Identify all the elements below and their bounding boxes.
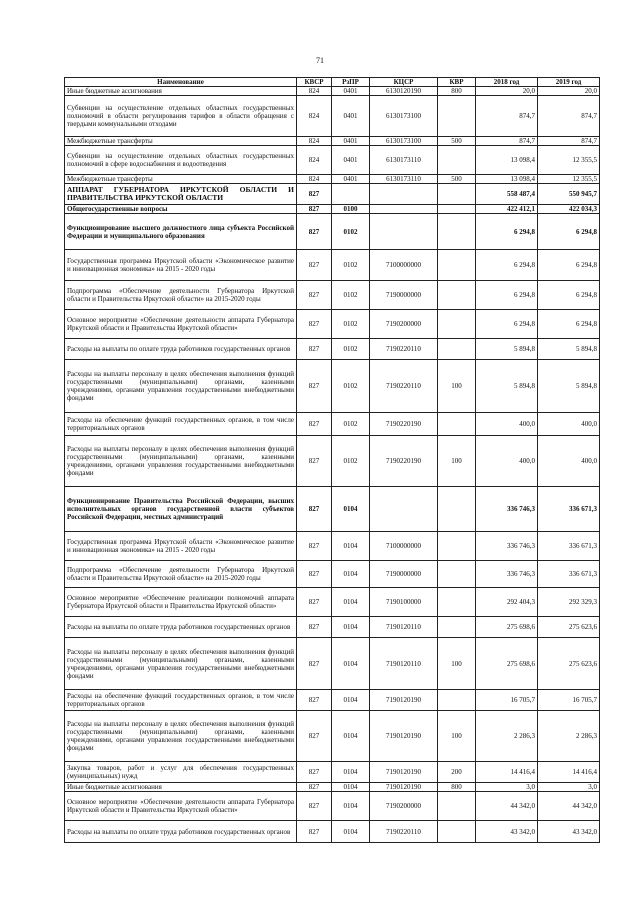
- row-rzpr: 0401: [332, 96, 370, 137]
- row-kcsr: 7190220110: [370, 360, 438, 413]
- row-rzpr: 0104: [332, 690, 370, 711]
- row-rzpr: 0102: [332, 413, 370, 436]
- row-kvsr: 824: [297, 175, 332, 184]
- table-row: [65, 184, 600, 205]
- row-kcsr: 7100000000: [370, 532, 438, 561]
- row-amount-2018: 2 286,3: [476, 711, 538, 762]
- table-row: [65, 561, 600, 588]
- row-amount-2019: 43 342,0: [538, 821, 600, 843]
- row-name: Межбюджетные трансферты: [65, 137, 297, 146]
- row-amount-2019: 6 294,8: [538, 310, 600, 339]
- row-kvsr: 827: [297, 638, 332, 690]
- row-rzpr: 0102: [332, 250, 370, 281]
- row-rzpr: 0104: [332, 487, 370, 532]
- row-amount-2018: 400,0: [476, 436, 538, 487]
- row-amount-2018: 14 416,4: [476, 762, 538, 783]
- table-row: [65, 792, 600, 821]
- row-kvsr: 827: [297, 561, 332, 588]
- row-kvr: [438, 821, 476, 843]
- row-kvsr: 827: [297, 783, 332, 792]
- row-kcsr: 6130173100: [370, 96, 438, 137]
- row-name: Функционирование высшего должностного лица субъекта Российской Федерации и муниципального образования: [65, 214, 297, 250]
- row-kvsr: 827: [297, 762, 332, 783]
- row-kvsr: 827: [297, 310, 332, 339]
- row-amount-2018: 13 098,4: [476, 175, 538, 184]
- row-rzpr: 0102: [332, 310, 370, 339]
- row-name: Расходы на обеспечение функций государственных органов, в том числе территориальных органов: [65, 690, 297, 711]
- row-name: Функционирование Правительства Российской Федерации, высших исполнительных органов государственной власти субъектов Российской Федерации, местных администраций: [65, 487, 297, 532]
- row-amount-2018: 336 746,3: [476, 487, 538, 532]
- row-kvr: [438, 214, 476, 250]
- row-amount-2019: 5 894,8: [538, 339, 600, 360]
- row-kvr: 100: [438, 360, 476, 413]
- row-kcsr: 7190120190: [370, 711, 438, 762]
- row-rzpr: 0401: [332, 137, 370, 146]
- row-kcsr: 7190120190: [370, 690, 438, 711]
- row-kvsr: 827: [297, 214, 332, 250]
- row-amount-2019: 5 894,8: [538, 360, 600, 413]
- row-rzpr: 0401: [332, 87, 370, 96]
- row-kcsr: 7190120110: [370, 638, 438, 690]
- row-amount-2018: 3,0: [476, 783, 538, 792]
- row-rzpr: 0104: [332, 561, 370, 588]
- table-row: [65, 711, 600, 762]
- row-kcsr: [370, 487, 438, 532]
- table-row: [65, 413, 600, 436]
- row-amount-2019: 14 416,4: [538, 762, 600, 783]
- row-kvsr: 827: [297, 360, 332, 413]
- row-amount-2019: 6 294,8: [538, 281, 600, 310]
- row-kvr: [438, 561, 476, 588]
- row-kvr: 100: [438, 638, 476, 690]
- row-rzpr: 0104: [332, 588, 370, 617]
- table-row: [65, 762, 600, 783]
- row-amount-2019: 874,7: [538, 96, 600, 137]
- row-kvsr: 827: [297, 281, 332, 310]
- row-amount-2018: 6 294,8: [476, 214, 538, 250]
- row-name: Межбюджетные трансферты: [65, 175, 297, 184]
- row-name: Государственная программа Иркутской области «Экономическое развитие и инновационная экономика» на 2015 - 2020 годы: [65, 250, 297, 281]
- row-amount-2019: 275 623,6: [538, 617, 600, 638]
- row-kvr: [438, 146, 476, 175]
- row-amount-2018: 874,7: [476, 137, 538, 146]
- row-name: Подпрограмма «Обеспечение деятельности Губернатора Иркутской области и Правительства Иркутской области» на 2015-2020 годы: [65, 281, 297, 310]
- row-name: Общегосударственные вопросы: [65, 205, 297, 214]
- row-rzpr: 0102: [332, 281, 370, 310]
- row-amount-2019: 6 294,8: [538, 250, 600, 281]
- row-name: Основное мероприятие «Обеспечение реализации полномочий аппарата Губернатора Иркутской области и Правительства Иркутской области»: [65, 588, 297, 617]
- row-amount-2018: 5 894,8: [476, 339, 538, 360]
- table-row: [65, 137, 600, 146]
- row-amount-2019: 292 329,3: [538, 588, 600, 617]
- row-kvr: 800: [438, 87, 476, 96]
- row-amount-2019: 20,0: [538, 87, 600, 96]
- table-row: [65, 310, 600, 339]
- row-rzpr: 0401: [332, 146, 370, 175]
- page-number: 71: [316, 56, 324, 65]
- row-kvr: [438, 250, 476, 281]
- row-amount-2018: 5 894,8: [476, 360, 538, 413]
- row-rzpr: 0100: [332, 205, 370, 214]
- row-kvr: [438, 184, 476, 205]
- row-kcsr: 7190120110: [370, 617, 438, 638]
- row-kvsr: 824: [297, 96, 332, 137]
- row-amount-2018: 558 487,4: [476, 184, 538, 205]
- table-row: [65, 146, 600, 175]
- row-kcsr: 7190120190: [370, 762, 438, 783]
- row-kvr: 500: [438, 175, 476, 184]
- table-row: [65, 638, 600, 690]
- row-amount-2019: 422 034,3: [538, 205, 600, 214]
- row-amount-2019: 400,0: [538, 413, 600, 436]
- row-kvr: 500: [438, 137, 476, 146]
- row-kvsr: 827: [297, 205, 332, 214]
- row-amount-2019: 336 671,3: [538, 561, 600, 588]
- row-name: Расходы на выплаты персоналу в целях обеспечения выполнения функций государственными (муниципальными) органами, казенными учреждениями, органами управления государственными внебюджетными фондами: [65, 360, 297, 413]
- row-kcsr: 7190000000: [370, 561, 438, 588]
- row-name: Расходы на выплаты по оплате труда работников государственных органов: [65, 617, 297, 638]
- row-kvr: 800: [438, 783, 476, 792]
- row-rzpr: 0104: [332, 762, 370, 783]
- row-kcsr: 7190220110: [370, 821, 438, 843]
- budget-table: [64, 77, 600, 843]
- row-kvsr: 827: [297, 617, 332, 638]
- row-amount-2018: 16 705,7: [476, 690, 538, 711]
- row-name: Закупка товаров, работ и услуг для обеспечения государственных (муниципальных) нужд: [65, 762, 297, 783]
- row-kcsr: 7190220190: [370, 436, 438, 487]
- table-row: [65, 436, 600, 487]
- row-kcsr: [370, 205, 438, 214]
- row-amount-2019: 874,7: [538, 137, 600, 146]
- table-row: [65, 588, 600, 617]
- row-kvsr: 827: [297, 711, 332, 762]
- row-kvr: [438, 413, 476, 436]
- row-amount-2018: 422 412,1: [476, 205, 538, 214]
- row-amount-2018: 43 342,0: [476, 821, 538, 843]
- row-amount-2019: 336 671,3: [538, 532, 600, 561]
- row-kcsr: 7190120190: [370, 783, 438, 792]
- row-kvr: [438, 617, 476, 638]
- row-kvsr: 827: [297, 436, 332, 487]
- row-kcsr: 7190100000: [370, 588, 438, 617]
- row-amount-2019: 12 355,5: [538, 175, 600, 184]
- row-kvr: 100: [438, 711, 476, 762]
- row-amount-2018: 275 698,6: [476, 638, 538, 690]
- row-name: Расходы на обеспечение функций государственных органов, в том числе территориальных органов: [65, 413, 297, 436]
- table-row: [65, 87, 600, 96]
- header-2019: 2019 год: [538, 78, 600, 87]
- row-kvsr: 827: [297, 184, 332, 205]
- row-name: Субвенции на осуществление отдельных областных государственных полномочий в области регулирования тарифов в области обращения с твердыми коммунальными отходами: [65, 96, 297, 137]
- row-name: Основное мероприятие «Обеспечение деятельности аппарата Губернатора Иркутской области и Правительства Иркутской области»: [65, 310, 297, 339]
- row-kcsr: 7190220190: [370, 413, 438, 436]
- row-rzpr: 0102: [332, 339, 370, 360]
- row-kvsr: 827: [297, 250, 332, 281]
- row-amount-2019: 336 671,3: [538, 487, 600, 532]
- row-amount-2019: 3,0: [538, 783, 600, 792]
- row-kvsr: 827: [297, 690, 332, 711]
- table-row: [65, 214, 600, 250]
- row-kvsr: 827: [297, 532, 332, 561]
- row-amount-2018: 874,7: [476, 96, 538, 137]
- row-rzpr: [332, 184, 370, 205]
- row-rzpr: 0104: [332, 711, 370, 762]
- row-kvr: [438, 532, 476, 561]
- row-amount-2018: 400,0: [476, 413, 538, 436]
- row-name: Подпрограмма «Обеспечение деятельности Губернатора Иркутской области и Правительства Иркутской области» на 2015-2020 годы: [65, 561, 297, 588]
- header-name: Наименование: [65, 78, 297, 87]
- table-header-row: [65, 78, 600, 87]
- row-kcsr: 6130120190: [370, 87, 438, 96]
- row-kvr: [438, 690, 476, 711]
- row-amount-2018: 20,0: [476, 87, 538, 96]
- row-amount-2018: 6 294,8: [476, 310, 538, 339]
- row-rzpr: 0104: [332, 783, 370, 792]
- table-row: [65, 783, 600, 792]
- row-name: Основное мероприятие «Обеспечение деятельности аппарата Губернатора Иркутской области и Правительства Иркутской области»: [65, 792, 297, 821]
- row-amount-2018: 336 746,3: [476, 532, 538, 561]
- row-amount-2019: 2 286,3: [538, 711, 600, 762]
- row-kcsr: 7190200000: [370, 792, 438, 821]
- row-kvr: [438, 96, 476, 137]
- row-rzpr: 0104: [332, 617, 370, 638]
- table-row: [65, 487, 600, 532]
- row-name: Иные бюджетные ассигнования: [65, 87, 297, 96]
- row-kvr: [438, 339, 476, 360]
- header-kvsr: КВСР: [297, 78, 332, 87]
- row-amount-2018: 275 698,6: [476, 617, 538, 638]
- table-row: [65, 360, 600, 413]
- row-kvr: [438, 205, 476, 214]
- row-rzpr: 0104: [332, 821, 370, 843]
- row-name: Субвенции на осуществление отдельных областных государственных полномочий в сфере водоснабжения и водоотведения: [65, 146, 297, 175]
- row-kvr: 100: [438, 436, 476, 487]
- row-amount-2018: 13 098,4: [476, 146, 538, 175]
- row-kvsr: 827: [297, 487, 332, 532]
- row-amount-2018: 6 294,8: [476, 281, 538, 310]
- table-row: [65, 339, 600, 360]
- row-kvr: [438, 792, 476, 821]
- row-kcsr: 7190220110: [370, 339, 438, 360]
- row-kvsr: 827: [297, 821, 332, 843]
- table-row: [65, 617, 600, 638]
- row-kvsr: 824: [297, 146, 332, 175]
- row-amount-2018: 336 746,3: [476, 561, 538, 588]
- row-amount-2019: 550 945,7: [538, 184, 600, 205]
- header-2018: 2018 год: [476, 78, 538, 87]
- row-rzpr: 0102: [332, 214, 370, 250]
- row-kcsr: 7190000000: [370, 281, 438, 310]
- row-amount-2018: 292 404,3: [476, 588, 538, 617]
- table-row: [65, 96, 600, 137]
- row-amount-2019: 44 342,0: [538, 792, 600, 821]
- table-row: [65, 690, 600, 711]
- row-kvsr: 827: [297, 588, 332, 617]
- row-rzpr: 0104: [332, 532, 370, 561]
- row-kcsr: 6130173110: [370, 175, 438, 184]
- row-name: Расходы на выплаты персоналу в целях обеспечения выполнения функций государственными (муниципальными) органами, казенными учреждениями, органами управления государственными внебюджетными фондами: [65, 711, 297, 762]
- row-name: АППАРАТ ГУБЕРНАТОРА ИРКУТСКОЙ ОБЛАСТИ И ПРАВИТЕЛЬСТВА ИРКУТСКОЙ ОБЛАСТИ: [65, 184, 297, 205]
- row-kcsr: 6130173110: [370, 146, 438, 175]
- row-kvsr: 824: [297, 137, 332, 146]
- row-kvr: 200: [438, 762, 476, 783]
- row-kcsr: [370, 214, 438, 250]
- row-kcsr: [370, 184, 438, 205]
- row-name: Расходы на выплаты персоналу в целях обеспечения выполнения функций государственными (муниципальными) органами, казенными учреждениями, органами управления государственными внебюджетными фондами: [65, 436, 297, 487]
- row-kvr: [438, 487, 476, 532]
- row-amount-2019: 12 355,5: [538, 146, 600, 175]
- row-amount-2019: 16 705,7: [538, 690, 600, 711]
- row-rzpr: 0104: [332, 638, 370, 690]
- row-amount-2019: 6 294,8: [538, 214, 600, 250]
- row-kcsr: 7190200000: [370, 310, 438, 339]
- row-rzpr: 0104: [332, 792, 370, 821]
- table-row: [65, 205, 600, 214]
- row-amount-2018: 6 294,8: [476, 250, 538, 281]
- row-rzpr: 0102: [332, 360, 370, 413]
- table-row: [65, 532, 600, 561]
- header-kcsr: КЦСР: [370, 78, 438, 87]
- table-row: [65, 175, 600, 184]
- table-body: [65, 87, 600, 843]
- table-row: [65, 821, 600, 843]
- row-rzpr: 0102: [332, 436, 370, 487]
- row-kvsr: 827: [297, 339, 332, 360]
- row-kcsr: 7100000000: [370, 250, 438, 281]
- row-kvr: [438, 281, 476, 310]
- row-name: Расходы на выплаты по оплате труда работников государственных органов: [65, 821, 297, 843]
- row-kvsr: 824: [297, 87, 332, 96]
- header-kvr: КВР: [438, 78, 476, 87]
- row-rzpr: 0401: [332, 175, 370, 184]
- row-name: Государственная программа Иркутской области «Экономическое развитие и инновационная экономика» на 2015 - 2020 годы: [65, 532, 297, 561]
- table-row: [65, 281, 600, 310]
- row-kvr: [438, 588, 476, 617]
- row-amount-2019: 275 623,6: [538, 638, 600, 690]
- header-rzpr: РзПР: [332, 78, 370, 87]
- row-amount-2019: 400,0: [538, 436, 600, 487]
- row-name: Иные бюджетные ассигнования: [65, 783, 297, 792]
- table-row: [65, 250, 600, 281]
- row-kvsr: 827: [297, 792, 332, 821]
- row-kvsr: 827: [297, 413, 332, 436]
- row-name: Расходы на выплаты персоналу в целях обеспечения выполнения функций государственными (муниципальными) органами, казенными учреждениями, органами управления государственными внебюджетными фондами: [65, 638, 297, 690]
- row-kvr: [438, 310, 476, 339]
- row-amount-2018: 44 342,0: [476, 792, 538, 821]
- row-kcsr: 6130173100: [370, 137, 438, 146]
- row-name: Расходы на выплаты по оплате труда работников государственных органов: [65, 339, 297, 360]
